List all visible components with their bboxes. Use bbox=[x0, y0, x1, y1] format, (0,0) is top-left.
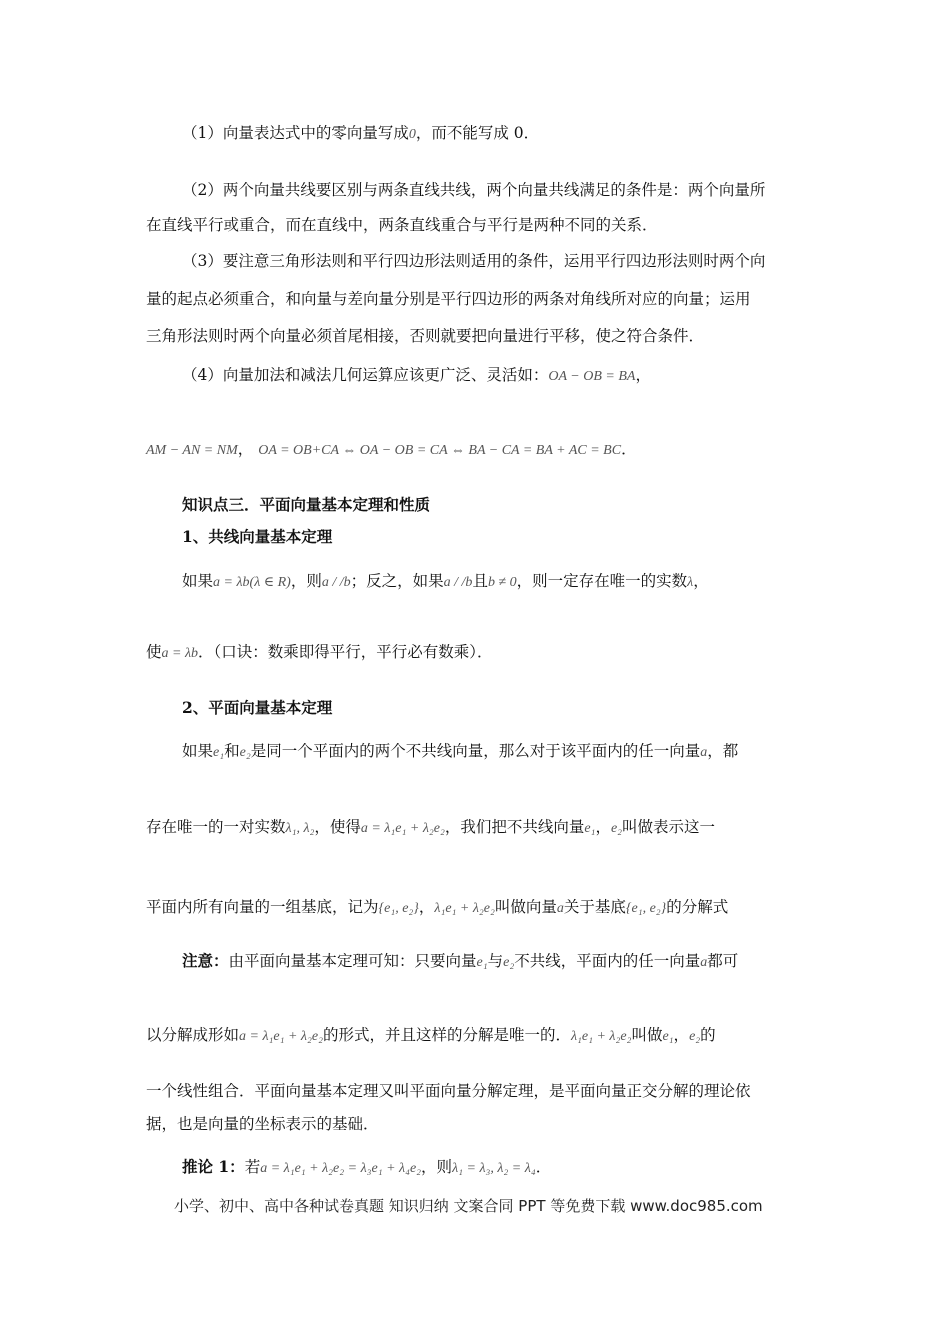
note-line-3: 一个线性组合．平面向量基本定理又叫平面向量分解定理，是平面向量正交分解的理论依 bbox=[146, 1082, 751, 1100]
text: 若 bbox=[244, 1158, 261, 1176]
text: 如果 bbox=[182, 742, 214, 760]
theorem-2-line-1 bbox=[182, 740, 738, 764]
corollary-label: 推论 1： bbox=[182, 1157, 245, 1176]
math-expr: e₂ bbox=[689, 1029, 701, 1044]
text: 的分解式 bbox=[666, 898, 729, 916]
math-expr: e₂ bbox=[239, 745, 251, 760]
text: ， bbox=[237, 440, 254, 458]
math-expr: a bbox=[556, 901, 564, 916]
text: 的 bbox=[700, 1026, 716, 1044]
math-expr: OA − OB = BA bbox=[548, 369, 636, 384]
text: 由平面向量基本定理可知：只要向量 bbox=[228, 952, 477, 970]
note-line-1 bbox=[182, 950, 738, 974]
text: ，使得 bbox=[314, 818, 361, 836]
text: ，则 bbox=[421, 1158, 453, 1176]
text: 是同一个平面内的两个不共线向量，那么对于该平面内的任一向量 bbox=[250, 742, 701, 760]
math-expr: {e₁, e₂} bbox=[625, 901, 667, 916]
subsection-heading-2: 2、平面向量基本定理 bbox=[182, 698, 333, 717]
math-expr: e₂ bbox=[610, 821, 623, 836]
text: ，我们把不共线向量 bbox=[444, 818, 585, 836]
subsection-heading-1: 1、共线向量基本定理 bbox=[182, 527, 333, 546]
math-expr: a = λ₁e₁ + λ₂e₂ bbox=[360, 821, 445, 836]
math-expr: e₂ bbox=[503, 955, 515, 970]
corollary-1 bbox=[182, 1156, 551, 1180]
math-expr: λ bbox=[687, 575, 694, 590]
page-footer: 小学、初中、高中各种试卷真题 知识归纳 文案合同 PPT 等免费下载 www.doc985.com bbox=[174, 1197, 763, 1215]
math-expr: e₁ bbox=[662, 1029, 674, 1044]
text: 平面内所有向量的一组基底，记为 bbox=[146, 898, 379, 916]
item-3-line-3: 三角形法则时两个向量必须首尾相接，否则就要把向量进行平移，使之符合条件． bbox=[146, 327, 705, 345]
text: ，都 bbox=[707, 742, 739, 760]
text: 叫做 bbox=[631, 1026, 663, 1044]
math-expr: e₁ bbox=[213, 745, 225, 760]
math-expr: λ₁, λ₂ bbox=[285, 821, 315, 836]
math-expr: λ₁ = λ₃, λ₂ = λ₄ bbox=[452, 1161, 536, 1176]
text: ， bbox=[635, 366, 651, 384]
text: 且 bbox=[472, 572, 488, 590]
math-expr: a = λ₁e₁ + λ₂e₂ bbox=[239, 1029, 323, 1044]
math-expr: a = λb bbox=[161, 646, 199, 661]
note-label: 注意： bbox=[182, 951, 229, 970]
text: ． bbox=[621, 440, 637, 458]
note-line-2 bbox=[146, 1024, 716, 1048]
section-heading: 知识点三．平面向量基本定理和性质 bbox=[182, 495, 431, 514]
math-expr: a = λ₁e₁ + λ₂e₂ = λ₃e₁ + λ₄e₂ bbox=[260, 1161, 422, 1176]
math-expr: e₁ bbox=[584, 821, 596, 836]
theorem-1-line-1 bbox=[182, 570, 709, 594]
text: ，则一定存在唯一的实数 bbox=[516, 572, 688, 590]
text: ．（口诀：数乘即得平行，平行必有数乘）． bbox=[198, 643, 493, 661]
item-3-line-2: 量的起点必须重合，和向量与差向量分别是平行四边形的两条对角线所对应的向量；运用 bbox=[146, 290, 751, 308]
item-3-line-1: （3）要注意三角形法则和平行四边形法则适用的条件，运用平行四边形法则时两个向 bbox=[182, 252, 766, 270]
math-expr: b ≠ 0 bbox=[487, 575, 517, 590]
text: ， bbox=[673, 1026, 690, 1044]
math-expr: OA = OB+CA ⇔ OA − OB = CA ⇔ BA − CA = BA + AC = BC bbox=[258, 443, 622, 458]
math-expr: λ₁e₁ + λ₂e₂ bbox=[570, 1029, 632, 1044]
math-expr: a bbox=[700, 955, 708, 970]
item-2-line-1: （2）两个向量共线要区别与两条直线共线，两个向量共线满足的条件是：两个向量所 bbox=[182, 181, 766, 199]
text: 与 bbox=[487, 952, 504, 970]
math-expr: a = λb(λ ∈ R) bbox=[213, 575, 291, 590]
note-line-4: 据，也是向量的坐标表示的基础． bbox=[146, 1115, 379, 1133]
text: 都可 bbox=[707, 952, 739, 970]
theorem-2-line-2 bbox=[146, 816, 715, 840]
text: 叫做表示这一 bbox=[622, 818, 716, 836]
math-expr: λ₁e₁ + λ₂e₂ bbox=[434, 901, 495, 916]
text: （1）向量表达式中的零向量写成 bbox=[182, 124, 409, 142]
text: 的形式，并且这样的分解是唯一的． bbox=[322, 1026, 571, 1044]
math-expr: a bbox=[700, 745, 708, 760]
text: 使 bbox=[146, 643, 162, 661]
theorem-1-line-2 bbox=[146, 641, 493, 665]
text: （4）向量加法和减法几何运算应该更广泛、灵活如： bbox=[182, 366, 549, 384]
text: ，则 bbox=[290, 572, 322, 590]
text: ． bbox=[535, 1158, 552, 1176]
item-4 bbox=[182, 364, 651, 388]
text: 和 bbox=[224, 742, 240, 760]
text: ， bbox=[418, 898, 435, 916]
math-zero: 0 bbox=[408, 127, 416, 142]
text: ，而不能写成 0． bbox=[415, 124, 540, 142]
text: 叫做向量 bbox=[494, 898, 557, 916]
text: 如果 bbox=[182, 572, 214, 590]
text: 关于基底 bbox=[563, 898, 626, 916]
item-2-line-2: 在直线平行或重合，而在直线中，两条直线重合与平行是两种不同的关系． bbox=[146, 216, 658, 234]
text: ， bbox=[693, 572, 709, 590]
text: ；反之，如果 bbox=[350, 572, 444, 590]
math-expr: a / /b bbox=[321, 575, 351, 590]
item-1 bbox=[182, 122, 539, 146]
text: 不共线，平面内的任一向量 bbox=[514, 952, 701, 970]
math-expr: AM − AN = NM bbox=[146, 443, 238, 458]
math-expr: a / /b bbox=[443, 575, 473, 590]
text: ， bbox=[595, 818, 611, 836]
item-4-formulas bbox=[146, 438, 637, 462]
text: 存在唯一的一对实数 bbox=[146, 818, 286, 836]
math-expr: e₁ bbox=[476, 955, 488, 970]
theorem-2-line-3 bbox=[146, 896, 728, 920]
text: 以分解成形如 bbox=[146, 1026, 240, 1044]
math-expr: {e₁, e₂} bbox=[378, 901, 419, 916]
